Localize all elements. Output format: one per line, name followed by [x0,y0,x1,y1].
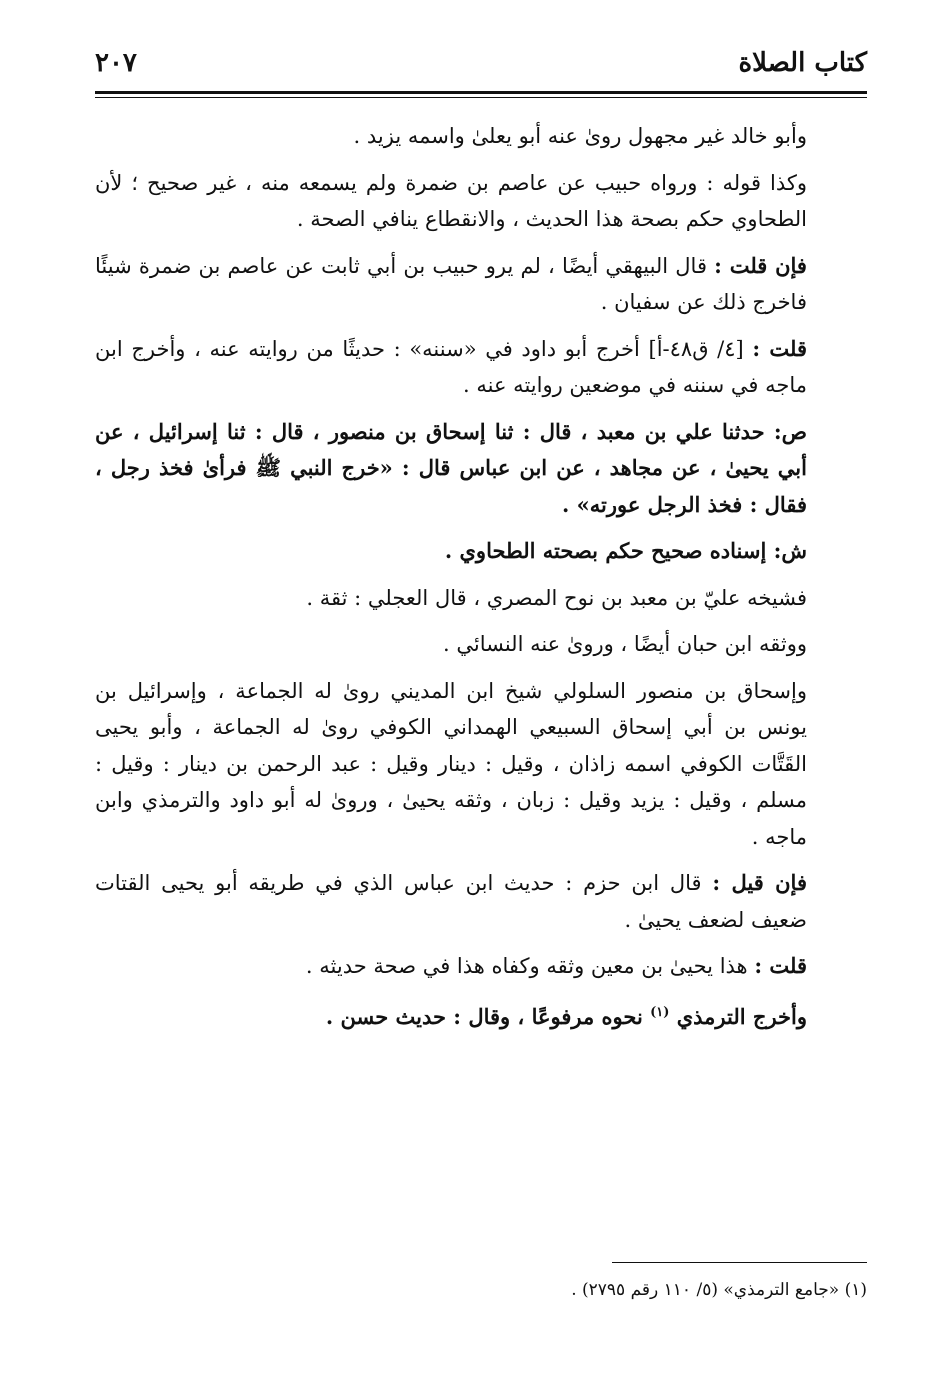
footnote-ref[interactable]: (١) [650,1004,670,1020]
paragraph: وكذا قوله : ورواه حبيب عن عاصم بن ضمرة ولم يسمعه منه ، غير صحيح ؛ لأن الطحاوي حكم بصحة هذا الحديث ، والانقطاع ينافي الصحة . [95,170,807,231]
paragraph: فشيخه عليّ بن معبد بن نوح المصري ، قال العجلي : ثقة . [306,585,807,610]
page-number: ٢٠٧ [95,48,137,78]
paragraph: ووثقه ابن حبان أيضًا ، وروىٰ عنه النسائي . [443,632,807,656]
paragraph: وإسحاق بن منصور السلولي شيخ ابن المديني روىٰ له الجماعة ، وإسرائيل بن يونس بن أبي إسحاق السبيعي الهمداني الكوفي روىٰ له الجماعة ، وأبو يحيى القَتَّات الكوفي اسمه زاذان ، وقيل : دينار وقيل : عبد الرحمن بن دينار : وقيل : مسلم ، وقيل : يزيد وقيل : زبان ، وثقه يحيىٰ ، وروىٰ له أبو داود والترمذي وابن ماجه . [95,678,807,849]
paragraph-lead: قلت : [752,335,807,361]
header-rule-thin [95,97,867,98]
paragraph-text: قال البيهقي أيضًا ، لم يرو حبيب بن أبي ثابت عن عاصم بن ضمرة شيئًا فاخرج ذلك عن سفيان . [95,253,807,314]
page-header [95,48,867,88]
paragraph-lead: قلت : [754,953,807,978]
paragraph [95,948,867,985]
book-title: كتاب الصلاة [738,48,867,78]
footnote: (١) «جامع الترمذي» (٥/ ١١٠ رقم ٢٧٩٥) . [571,1280,867,1300]
paragraph-text: [٤/ ق٤٨-أ] أخرج أبو داود في «سننه» : حديثًا من روايته عنه ، وأخرج ابن ماجه في سننه في موضعين روايته عنه . [95,336,807,397]
header-rule-thick [95,91,867,94]
paragraph: وأبو خالد غير مجهول روىٰ عنه أبو يعلىٰ واسمه يزيد . [353,124,807,148]
paragraph [95,995,867,1036]
paragraph-text: وأخرج الترمذي [676,1003,807,1029]
paragraph-text: نحوه مرفوعًا ، وقال : حديث حسن . [325,1003,651,1029]
paragraph [95,248,867,321]
paragraph-lead: فإن قلت : [714,252,807,278]
paragraph [95,331,867,404]
paragraph [95,865,867,938]
hadith-text: ص: حدثنا علي بن معبد ، قال : ثنا إسحاق بن منصور ، قال : ثنا إسرائيل ، عن أبي يحيىٰ ، عن مجاهد ، عن ابن عباس قال : «خرج النبي ﷺ فرأىٰ فخذ رجل ، فقال : فخذ الرجل عورته» . [95,418,807,517]
main-text [95,118,867,1045]
footnote-rule [612,1262,867,1263]
paragraph-text: هذا يحيىٰ بن معين وثقه وكفاه هذا في صحة حديثه . [305,954,755,978]
paragraph-lead: فإن قيل : [712,870,807,895]
commentary-heading: ش: إسناده صحيح حكم بصحته الطحاوي . [444,538,807,563]
paragraph-text: قال ابن حزم : حديث ابن عباس الذي في طريقه أبو يحيى القتات ضعيف لضعف يحيىٰ . [95,871,807,932]
